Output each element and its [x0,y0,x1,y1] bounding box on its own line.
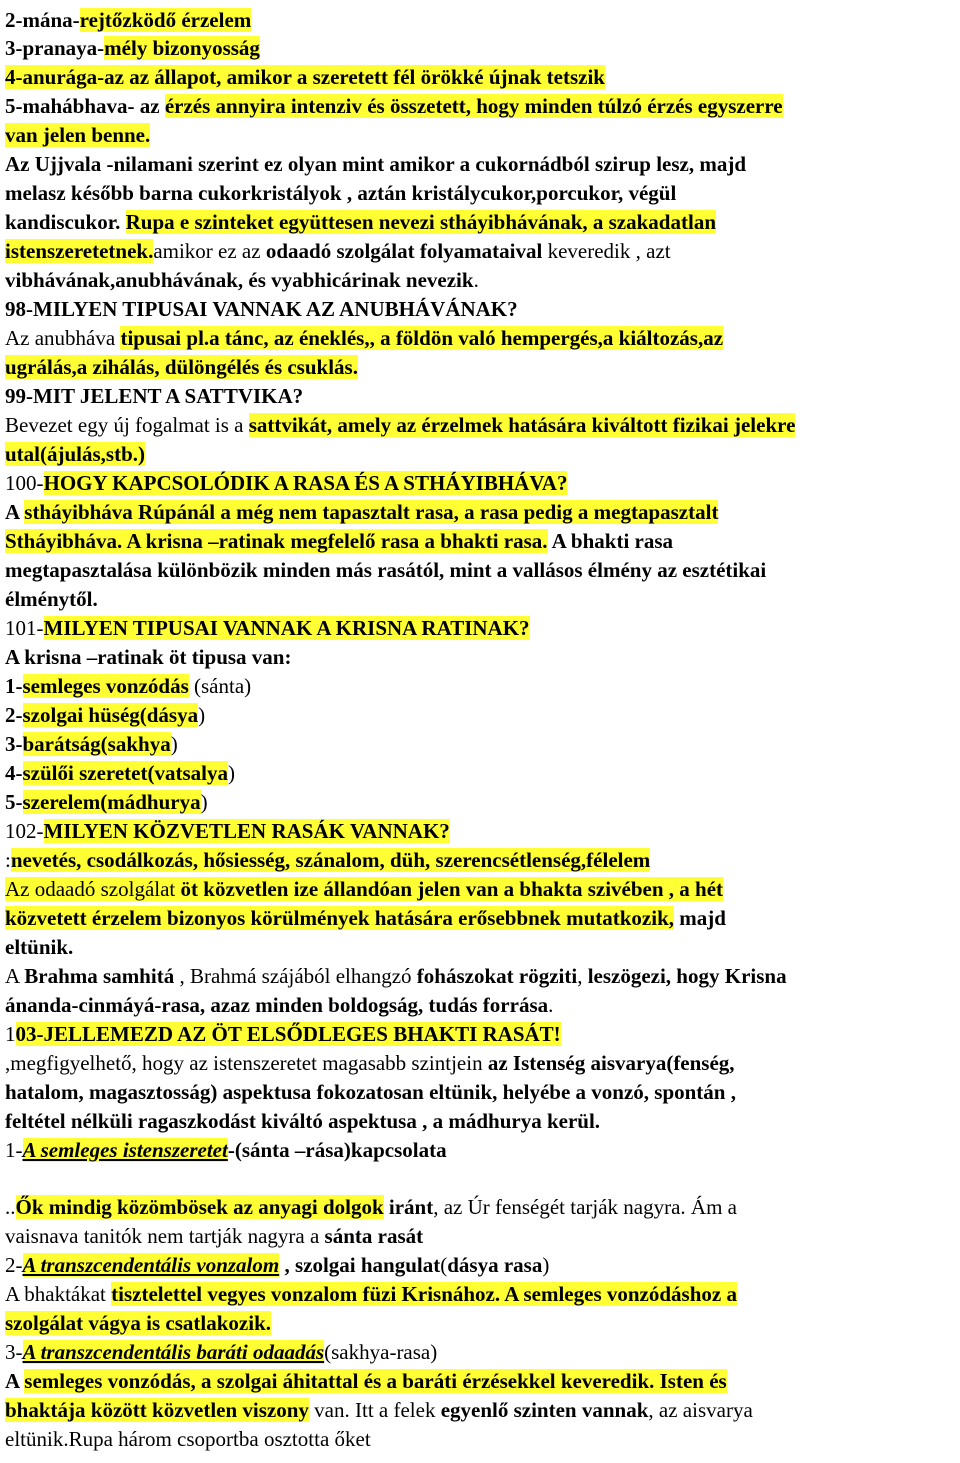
text-run: iránt [383,1195,434,1219]
text-line [5,382,303,411]
text-run: ( [440,1253,448,1277]
text-run: A krisna –ratinak öt tipusa van: [5,645,292,669]
text-run: eltünik.Rupa három csoportba osztotta őket [5,1427,371,1451]
highlighted-text: érzés annyira intenziv és összetett, hogy minden túlzó érzés egyszerre [164,94,783,118]
text-run: , [577,964,588,988]
highlighted-text: Ők mindig közömbösek az anyagi dolgok [15,1195,384,1219]
text-run: , az aisvarya [648,1398,753,1422]
text-line [5,498,718,527]
text-run: Az anubháva [5,326,121,350]
text-line [5,1396,753,1425]
text-run: A bhaktákat [5,1282,112,1306]
text-line [5,759,235,788]
text-run: 3- [5,1340,23,1364]
text-line [5,846,650,875]
text-run: -(sánta –rása)kapcsolata [227,1138,447,1162]
text-line [5,614,530,643]
text-line [5,324,723,353]
text-run: odaadó szolgálat folyamataival [265,239,543,263]
highlighted-text: istenszeretetnek. [5,239,154,263]
text-run: 2- [5,703,23,727]
highlighted-text: szolgai hüség(dásya [22,703,199,727]
text-run: 1 [5,1022,16,1046]
text-run: (sakhya-rasa) [324,1340,438,1364]
text-run: .. [5,1195,16,1219]
text-run: feltétel nélküli ragaszkodást kiváltó aspektusa , a mádhurya kerül. [5,1109,601,1133]
text-run: , az Úr fenségét tarják nagyra. Ám a [433,1195,738,1219]
highlighted-text: A transzcendentális baráti odaadás [22,1340,325,1364]
text-run: vaisnava tanitók nem tartják nagyra a [5,1224,325,1248]
text-line [5,672,251,701]
text-run: A bhakti rasa [547,529,674,553]
highlighted-text: barátság(sakhya [22,732,171,756]
highlighted-text: bhaktája között közvetlen viszony [5,1398,309,1422]
text-line [5,1425,371,1454]
text-line [5,1020,561,1049]
text-line [5,1367,727,1396]
highlighted-text: rejtőzködő érzelem [79,8,252,32]
highlighted-text: öt közvetlen ize állandóan jelen van a bhakta szivében , a hét [180,877,724,901]
highlighted-text: A transzcendentális vonzalom [22,1253,280,1277]
text-run: egyenlő szinten vannak [440,1398,649,1422]
highlighted-text: Rupa e szinteket együttesen nevezi stháyibhávának, a szakadatlan [125,210,716,234]
text-line [5,150,746,179]
highlighted-text: nevetés, csodálkozás, hősiesség, szánalom, düh, szerencsétlenség,félelem [10,848,651,872]
text-run: , szolgai hangulat [279,1253,441,1277]
text-line [5,469,567,498]
text-run: Brahma samhitá [24,964,175,988]
text-line [5,643,291,672]
text-line [5,527,673,556]
text-run: : [5,848,11,872]
text-run: leszögezi, hogy Krisna [587,964,787,988]
highlighted-text: Stháyibháva. A krisna –ratinak megfelelő rasa a bhakti rasa. [5,529,548,553]
text-run: 4- [5,761,23,785]
text-line [5,1078,736,1107]
highlighted-text: MILYEN TIPUSAI VANNAK A KRISNA RATINAK? [43,616,530,640]
text-run: 2- [5,1253,23,1277]
highlighted-text: szülői szeretet(vatsalya [22,761,228,785]
text-run: ) [198,703,206,727]
text-run: 2-mána- [5,8,80,32]
text-run: , Brahmá szájából elhangzó [174,964,417,988]
text-line [5,817,450,846]
text-run: eltünik. [5,935,74,959]
text-line [5,1280,737,1309]
text-run: kandiscukor. [5,210,126,234]
text-run: 5-mahábhava- az [5,94,165,118]
text-line [5,1338,437,1367]
text-line [5,701,205,730]
text-run: Bevezet egy új fogalmat is a [5,413,249,437]
text-run: Az Ujjvala -nilamani szerint ez olyan mint amikor a cukornádból szirup lesz, majd [5,152,747,176]
text-line [5,266,479,295]
text-run: 100- [5,471,44,495]
text-run: dásya rasa [447,1253,543,1277]
text-line [5,730,178,759]
text-run: 3- [5,732,23,756]
highlighted-text: semleges vonzódás [22,674,189,698]
highlighted-text: közvetett érzelem bizonyos körülmények hatására erősebbnek mutatkozik, [5,906,675,930]
text-line [5,1222,423,1251]
text-line [5,585,98,614]
text-run: majd [674,906,726,930]
text-run: 102- [5,819,44,843]
text-run: az Istenség aisvarya(fenség, [487,1051,735,1075]
text-line [5,904,726,933]
text-line [5,6,251,35]
text-line [5,237,671,266]
text-line [5,991,553,1020]
highlighted-text: Az odaadó szolgálat [5,877,181,901]
text-run: (sánta) [188,674,252,698]
highlighted-text: HOGY KAPCSOLÓDIK A RASA ÉS A STHÁYIBHÁVA? [43,471,568,495]
highlighted-text: ugrálás,a zihálás, dülöngélés és csuklás. [5,355,358,379]
text-line [5,875,723,904]
highlighted-text: semleges vonzódás, a szolgai áhitattal és a baráti érzésekkel keveredik. Isten és [24,1369,727,1393]
text-run: melasz később barna cukorkristályok , aztán kristálycukor,porcukor, végül [5,181,677,205]
text-line [5,556,766,585]
text-line [5,1309,271,1338]
text-line [5,1049,735,1078]
text-run: sánta rasát [324,1224,424,1248]
text-line [5,295,518,324]
text-run: van. Itt a felek [308,1398,441,1422]
text-line [5,121,150,150]
text-line [5,788,208,817]
text-line [5,63,605,92]
text-line [5,1136,447,1165]
highlighted-text: tipusai pl. [120,326,210,350]
text-run: A [5,964,25,988]
text-run: 98-MILYEN TIPUSAI VANNAK AZ ANUBHÁVÁNAK? [5,297,518,321]
text-line [5,179,676,208]
text-run: 1- [5,674,23,698]
highlighted-text: sattvikát, amely az érzelmek hatására kiváltott fizikai jelekre [248,413,796,437]
text-run: élménytől. [5,587,98,611]
text-run: vibhávának,anubhávának, és vyabhicárinak nevezik [5,268,474,292]
highlighted-text: utal(ájulás,stb.) [5,442,146,466]
text-run: 5- [5,790,23,814]
text-run: . [473,268,479,292]
text-line [5,440,145,469]
text-run: 101- [5,616,44,640]
highlighted-text: a tánc, az éneklés,, a földön való hempergés,a kiáltozás,az [209,326,724,350]
highlighted-text: MILYEN KÖZVETLEN RASÁK VANNAK? [43,819,450,843]
highlighted-text: szerelem(mádhurya [22,790,201,814]
text-run: ) [200,790,208,814]
text-run: . [548,993,554,1017]
text-line [5,208,716,237]
text-run: A [5,500,25,524]
text-run: hatalom, magasztosság) aspektusa fokozatosan eltünik, helyébe a vonzó, spontán , [5,1080,736,1104]
text-run: ) [170,732,178,756]
text-line [5,962,787,991]
text-run: 1- [5,1138,23,1162]
highlighted-text: tisztelettel vegyes vonzalom füzi Krisnához. A semleges vonzódáshoz a [111,1282,737,1306]
highlighted-text: van jelen benne. [5,123,151,147]
text-run: ) [542,1253,550,1277]
text-run: megtapasztalása különbözik minden más rasától, mint a vallásos élmény az esztétikai [5,558,767,582]
text-line [5,92,783,121]
text-line [5,353,358,382]
text-run: fohászokat rögziti [416,964,578,988]
highlighted-text: stháyibháva Rúpánál a még nem tapasztalt rasa, a rasa pedig a megtapasztalt [24,500,719,524]
highlighted-text: 03-JELLEMEZD AZ ÖT ELSŐDLEGES BHAKTI RASÁT! [15,1022,561,1046]
text-line [5,1107,600,1136]
text-run: ,megfigyelhető, hogy az istenszeretet magasabb szintjein [5,1051,488,1075]
highlighted-text: 4-anurága-az az állapot, amikor a szeretett fél örökké újnak tetszik [5,65,605,89]
text-run: ) [227,761,235,785]
text-run: 3-pranaya- [5,36,105,60]
text-run: amikor ez az [153,239,266,263]
text-run: A [5,1369,25,1393]
highlighted-text: mély bizonyosság [104,36,260,60]
text-line [5,34,260,63]
text-line [5,411,795,440]
text-run: 99-MIT JELENT A SATTVIKA? [5,384,304,408]
highlighted-text: szolgálat vágya is csatlakozik. [5,1311,271,1335]
text-line [5,1193,737,1222]
text-run: keveredik , azt [542,239,671,263]
text-run: ánanda-cinmáyá-rasa, azaz minden boldogság, tudás forrása [5,993,549,1017]
text-line [5,933,73,962]
highlighted-text: A semleges istenszeretet [22,1138,228,1162]
text-line [5,1251,549,1280]
